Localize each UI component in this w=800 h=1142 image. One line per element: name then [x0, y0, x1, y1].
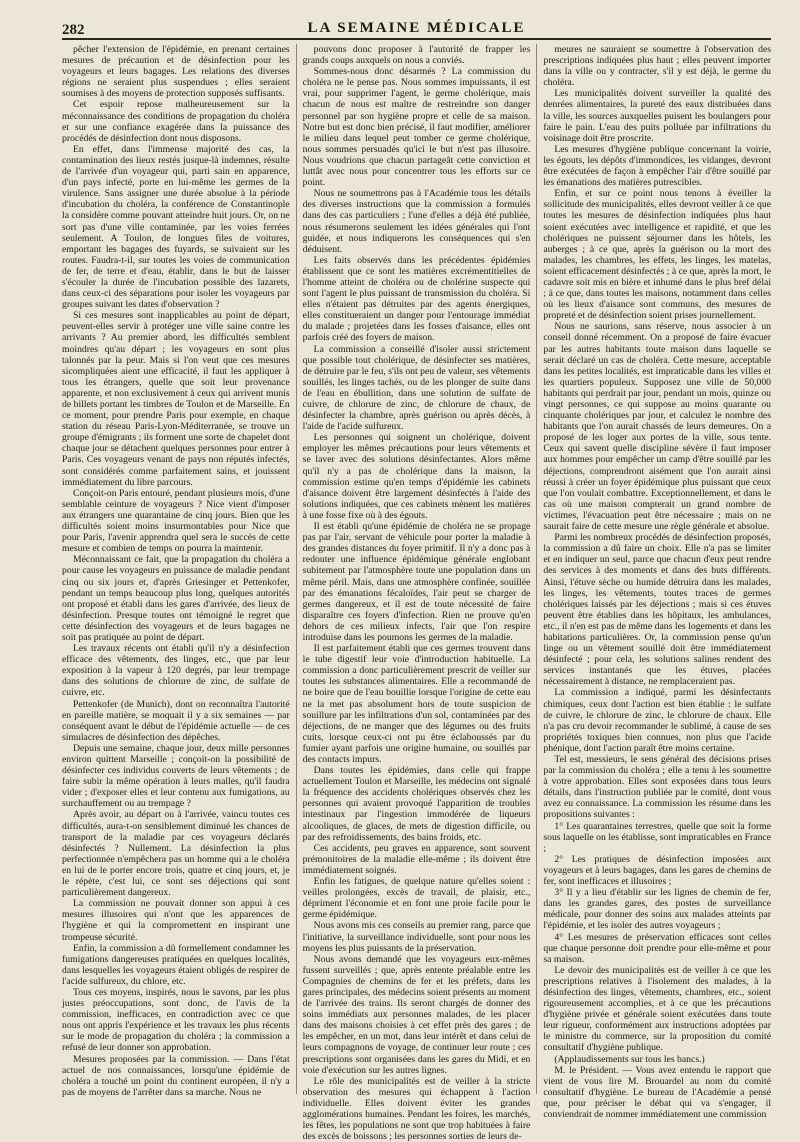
header-rule	[62, 38, 771, 40]
paragraph: 4° Les mesures de préservation efficaces sont celles que chaque personne doit prendre pour elle-même et pour sa maison.	[543, 931, 772, 965]
paragraph: Dans toutes les épidémies, dans celle qui frappe actuellement Toulon et Marseille, les médecins ont signalé la fréquence des accidents cholériques observés chez les personnes qui avaient provoqué l'apparition de troubles intestinaux par l'ingestion immodérée de liqueurs alcooliques, de glaces, de mets de digestion difficile, ou par des refroidissements, des bains froids, etc.	[302, 765, 531, 843]
page-number: 282	[62, 22, 85, 38]
paragraph: Si ces mesures sont inapplicables au point de départ, peuvent-elles servir à protéger une ville saine contre les arrivants ? Au premier abord, les difficultés semblent moindres qu'au départ ; les voyageurs en sont plus talonnés par la peur. Mais si l'on veut que ces mesures sicompliquées aient une efficacité, il faut les appliquer à tous les étrangers, quelle que soit leur provenance apparente, et non exclusivement à ceux qui arrivent munis de billets portant les timbres de Toulon et de Marseille. En ce moment, pour prendre Paris pour exemple, en chaque station du réseau Paris-Lyon-Méditerranée, se trouve un groupe d'émigrants ; ils forment une sorte de chapelet dont chaque jour se détachent quelques personnes pour entrer à Paris. Ces voyageurs venant de pays non réputés infectés, sont considérés comme parfaitement sains, et jouissent immédiatement du libre parcours.	[62, 310, 290, 488]
paragraph: Parmi les nombreux procédés de désinfection proposés, la commission a dû faire un choix. Elle n'a pas se limiter et en indiquer un seul, parce que chacun d'eux peut rendre des services à des moments et dans des buts différents. Ainsi, l'étuve sèche ou humide détruira dans les malades, les linges, les vêtements, toutes traces de germes cholériques laissés par les déjections ; mais si ces étuves peuvent être établies dans les hôpitaux, les ambulances, etc., il n'en est pas de même dans les logements et dans les habitations particulières. Or, la commission pense qu'un linge ou un vêtement souillé doit être immédiatement désinfecté ; pour cela, les solutions salines rendent des services instantanés que les étuves, placées nécessairement à distance, ne remplaceraient pas.	[543, 532, 772, 688]
paragraph: En effet, dans l'immense majorité des cas, la contamination des lieux restés jusque-là indemnes, résulte de l'arrivée d'un voyageur qui, parti sain en apparence, d'un pays infecté, porte en lui-même les germes de la virulence. Sans assigner une durée absolue à la période d'incubation du choléra, la conférence de Constantinople la considère comme pouvant atteindre huit jours. Or, on ne sort pas d'une ville contaminée, par les voies ferrées seulement. A Toulon, de longues files de voitures, emportant les bagages des fuyards, se suivaient sur les routes. Faudra-t-il, sur toutes les voies de communication de fer, de terre et d'eau, établir, dans le but de laisser s'écouler la durée de l'incubation possible des lazarets, dans ceux-ci des séparations pour isoler les voyageurs par groupes suivant les dates d'observation ?	[62, 143, 290, 311]
paragraph: meures ne sauraient se soumettre à l'observation des prescriptions indiquées plus haut ; elles peuvent importer dans la ville ou y contracter, s'il y est déjà, le germe du choléra.	[543, 44, 772, 89]
paragraph: (Applaudissements sur tous les bancs.)	[554, 1053, 705, 1065]
paragraph: La commission ne pouvait donner son appui à ces mesures illusoires qui n'ont que les apparences de l'hygiène et qui la compromettent en inspirant une trompeuse sécurité.	[62, 898, 290, 943]
paragraph: Depuis une semaine, chaque jour, deux mille personnes environ quittent Marseille ; conçoit-on la possibilité de désinfecter ces individus couverts de leurs vêtements ; de faire subir la même opération à leurs malles, qu'il faudra vider ; d'exposer elles et leur contenu aux fumigations, au surchauffement ou au trempage ?	[62, 742, 290, 810]
paragraph: M. le Président. — Vous avez entendu le rapport que vient de vous lire M. Brouardel au nom du comité consultatif d'hygiène. Le bureau de l'Académie a pensé que, pour préciser le débat qui va s'engager, il conviendrait de nommer immédiatement une commission	[543, 1064, 772, 1120]
paragraph: Les mesures d'hygiène publique concernant la voirie, les égouts, les dépôts d'immondices, les vidanges, devront être exécutées de façon à empêcher l'air d'être souillé par les émanations des matières putrescibles.	[543, 143, 772, 189]
paragraph: Méconnaissant ce fait, que la propagation du choléra a pour cause les voyageurs en puissance de maladie pendant cinq ou six jours et, d'après Griesinger et Pettenkofer, pendant un temps beaucoup plus long, quelques autorités ont proposé et établi dans les gares d'arrivée, des lieux de désinfection. Presque toutes ont témoigné le regret que cette désinfection des voyageurs et de leurs bagages ne soit pas pratiquée au point de départ.	[62, 554, 290, 643]
paragraph: Enfin, la commission a dû formellement condamner les fumigations dangereuses pratiquées en quelques localités, dans lesquelles les voyageurs étaient obligés de respirer de l'acide sulfureux, du chlore, etc.	[62, 942, 290, 987]
paragraph: 3° Il y a lieu d'établir sur les lignes de chemin de fer, dans les grandes gares, des postes de surveillance médicale, pour donner des soins aux malades atteints par l'épidémie, et les isoler des autres voyageurs ;	[543, 887, 772, 932]
paragraph: La commission a indiqué, parmi les désinfectants chimiques, ceux dont l'action est bien établie : le sulfate de cuivre, le chlorure de zinc, le chlorure de chaux. Elle n'a pas cru devoir recommander le sublimé, à cause de ses propriétés toxiques bien connues, non plus que l'acide phénique, dont l'action paraît être moins certaine.	[543, 687, 772, 754]
paragraph: Après avoir, au départ ou à l'arrivée, vaincu toutes ces difficultés, aura-t-on sensiblement diminué les chances de transport de la maladie par ces voyageurs déclarés désinfectés ? Nullement. La désinfection la plus perfectionnée n'empêchera pas un homme qui a le choléra en lui de le porter encore trois, quatre et cinq jours, et, je le répète, c'est lui, ce sont ses déjections qui sont particulièrement dangereux.	[62, 809, 290, 899]
column-middle	[296, 44, 531, 1142]
paragraph: Nous ne saurions, sans réserve, nous associer à un conseil donné récemment. On a proposé de faire évacuer par les autres habitants toute maison dans laquelle se serait déclaré un cas de choléra. Cette mesure, acceptable dans les petites localités, est impraticable dans les villes et les quartiers populeux. Supposez une ville de 50,000 habitants qui perdrait par jour, pendant un mois, quinze ou vingt personnes, ce qui suppose au moins quarante ou cinquante cholériques par jour, et calculez le nombre des habitants que l'on aurait chassés de leurs demeures. On a proposé de les loger aux portes de la ville, sous tente. Ceux qui savent quelle discipline sévère il faut imposer aux hommes pour empêcher un camp d'être souillé par les déjections, comprendront aisément que l'on aurait ainsi réussi à créer un foyer épidémique plus puissant que ceux que l'on voulait combattre. Exceptionnellement, et dans le cas où une maison compterait un grand nombre de victimes, l'évacuation peut être nécessaire ; mais on ne saurait faire de cette mesure une règle générale et absolue.	[543, 321, 772, 533]
paragraph: Nous avons demandé que les voyageurs eux-mêmes fussent surveillés ; que, après entente préalable entre les Compagnies de chemins de fer et les préfets, dans les gares principales, des médecins soient présents au moment de l'arrivée des trains. Ils seront chargés de donner des soins immédiats aux personnes malades, de les placer dans des maisons choisies à cet effet près des gares ; de les empêcher, en un mot, dans leur intérêt et dans celui de leurs compagnons de voyage, de continuer leur route ; ces prescriptions sont organisées dans les gares du Midi, et en voie d'exécution sur les autres lignes.	[302, 953, 531, 1076]
paragraph: Cet espoir repose malheureusement sur la méconnaissance des conditions de propagation du choléra et sur une confiance exagérée dans la puissance des procédés de désinfection dont nous disposons.	[62, 99, 290, 144]
paragraph: pêcher l'extension de l'épidémie, en prenant certaines mesures de précaution et de désinfection pour les voyageurs et leurs bagages. Les relations des diverses régions ne seraient plus suspendues ; elles seraient soumises à des moyens de protection supposés suffisants.	[62, 44, 290, 100]
page-header	[62, 0, 771, 44]
paragraph: Tous ces moyens, inspirés, nous le savons, par les plus justes préoccupations, sont donc, de l'avis de la commission, inefficaces, en contradiction avec ce que nous ont appris l'expérience et les travaux les plus récents sur le mode de propagation du choléra ; la commission a refusé de leur donner son approbation.	[62, 986, 290, 1054]
paragraph: La commission a conseillé d'isoler aussi strictement que possible tout cholérique, de désinfecter ses matières, de détruire par le feu, s'ils ont peu de valeur, ses vêtements souillés, les linges tachés, ou de les plonger de suite dans de l'eau en ébullition, dans une solution de sulfate de cuivre, de chlorure de zinc, de chlorure de chaux, de désinfecter la chambre, après guérison ou après décès, à l'aide de l'acide sulfureux.	[302, 343, 531, 433]
paragraph: Pettenkofer (de Munich), dont on reconnaîtra l'autorité en pareille matière, se moquait il y a six semaines — par conséquent avant le début de l'épidémie actuelle — de ces simulacres de désinfection des dépêches.	[62, 698, 290, 743]
paragraph: Nous ne soumettrons pas à l'Académie tous les détails des diverses instructions que la commission a formulés dans des cas particuliers ; l'une d'elles a déjà été publiée, nous résumerons seulement les idées générales qui l'ont guidée, et nous indiquerons les conséquences qui s'en déduisent.	[302, 188, 531, 255]
paragraph: Les faits observés dans les précédentes épidémies établissent que ce sont les matières excrémentitielles de l'homme atteint de choléra ou de cholérine suspecte qui sont l'agent le plus puissant de transmission du choléra. Si elles n'étaient pas détruites par des agents énergiques, elles constitueraient un danger pour l'entourage immédiat du malade ; projetées dans les fosses d'aisance, elles ont parfois créé des foyers de maison.	[302, 254, 531, 344]
paragraph: Les travaux récents ont établi qu'il n'y a désinfection efficace des vêtements, des linges, etc., que par leur exposition à la vapeur à 120 degrés, par leur trempage dans des solutions de chlorure de zinc, de sulfate de cuivre, etc.	[62, 643, 290, 699]
paragraph: Il est parfaitement établi que ces germes trouvent dans le tube digestif leur voie d'introduction habituelle. La commission a donc particulièrement prescrit de veiller sur toutes les substances alimentaires. Elle a recommandé de ne boire que de l'eau bouillie lorsque l'origine de cette eau ne la met pas absolument hors de toute suspicion de souillure par les infiltrations d'un sol, contaminées par des déjections, de ne manger que des légumes ou des fruits cuits, lorsque ceux-ci ont pu être éclaboussés par du fumier ayant parfois une origine humaine, ou souillés par des contacts impurs.	[302, 643, 531, 765]
paragraph: Les municipalités doivent surveiller la qualité des denrées alimentaires, la pureté des eaux distribuées dans la ville, les sources auxquelles puisent les boulangers pour faire le pain. L'eau des puits polluée par infiltrations du voisinage doit être proscrite.	[543, 88, 772, 144]
paragraph: 2° Les pratiques de désinfection imposées aux voyageurs et à leurs bagages, dans les gares de chemins de fer, sont inefficaces et illusoires ;	[543, 853, 772, 888]
paragraph: pouvons donc proposer à l'autorité de frapper les grands coups auxquels on nous a conviés.	[302, 44, 531, 67]
paragraph: Ces accidents, peu graves en apparence, sont souvent prémonitoires de la maladie elle-même ; ils doivent être immédiatement soignés.	[302, 842, 531, 876]
paragraph: Le rôle des municipalités est de veiller à la stricte observation des mesures qui échappent à l'action individuelle. Elles doivent éviter les grandes agglomérations humaines. Pendant les foires, les marchés, les fêtes, les populations ne sont que trop habituées à faire des excès de boissons ; les personnes sorties de leurs de-	[302, 1075, 531, 1142]
paragraph: Il est établi qu'une épidémie de choléra ne se propage pas par l'air, servant de véhicule pour porter la maladie à des grandes distances du foyer primitif. Il n'y a donc pas à redouter une influence épidémique générale englobant subitement par l'atmosphère toute une population dans un même péril. Mais, dans une atmosphère confinée, souillée par des émanations fécaloïdes, l'air peut se charger de germes dangereux, et il est de toute nécessité de faire disparaître ces foyers d'infection. Rien ne prouve qu'en dehors de ces milieux infects, l'air que l'on respire introduise dans les poumons les germes de la maladie.	[302, 521, 531, 643]
paragraph: Conçoit-on Paris entouré, pendant plusieurs mois, d'une semblable ceinture de voyageurs ? Nice vient d'imposer aux étrangers une quarantaine de cinq jours. Bien que les difficultés soient moins insurmontables pour Nice que pour Paris, l'avenir apprendra quel sera le succès de cette mesure et combien de temps on pourra la maintenir.	[62, 487, 290, 555]
paragraph: Les personnes qui soignent un cholérique, doivent employer les mêmes précautions pour leurs vêtements et se laver avec des solutions désinfectantes. Alors même qu'il n'y a pas de cholérique dans la maison, la commission estime qu'en temps d'épidémie les cabinets d'aisance doivent être largement désinfectés à l'aide des solutions indiquées, que ces cabinets mènent les matières à une fosse fixe où à des égouts.	[302, 432, 531, 521]
paragraph: Enfin, et sur ce point nous tenons à éveiller la sollicitude des municipalités, elles devront veiller à ce que toutes les mesures de désinfection indiquées plus haut soient exécutées avec intelligence et rapidité, et que les cholériques ne puissent séjourner dans les hôtels, les auberges ; à ce que, après la guérison ou la mort des malades, les chambres, les effets, les linges, les matelas, soient efficacement désinfectés ; à ce que, après la mort, le cadavre soit mis en bière et inhumé dans le plus bref délai ; à ce que, dans toutes les maisons, notamment dans celles où les lieux d'aisance sont communs, des mesures de propreté et de désinfection soient prises journellement.	[543, 188, 772, 322]
column-right	[536, 44, 772, 1120]
paragraph: Enfin les fatigues, de quelque nature qu'elles soient : veilles prolongées, excès de travail, de plaisir, etc., dépriment l'économie et en font une proie facile pour le germe épidémique.	[302, 876, 531, 921]
paragraph: Mesures proposées par la commission. — Dans l'état actuel de nos connaissances, lorsqu'une épidémie de choléra a touché un point du continent européen, il n'y a pas de moyens de l'arrêter dans sa marche. Nous ne	[62, 1053, 290, 1098]
paragraph: Le devoir des municipalités est de veiller à ce que les prescriptions relatives à l'isolement des malades, à la désinfection des linges, vêtements, chambres, etc., soient rigoureusement accomplies, et à ce que les précautions d'hygiène privée et générale soient exécutées dans toute leur rigueur, conformément aux instructions adoptées par le ministre du commerce, sur la proposition du comité consultatif d'hygiène publique.	[543, 964, 772, 1054]
paragraph: 1° Les quarantaines terrestres, quelle que soit la forme sous laquelle on les établisse, sont impraticables en France ;	[543, 820, 772, 854]
paragraph: Nous avons mis ces conseils au premier rang, parce que l'initiative, la surveillance individuelle, sont pour nous les moyens les plus puissants de la préservation.	[302, 920, 531, 954]
paragraph: Tel est, messieurs, le sens général des décisions prises par la commission du choléra ; elle a tenu à les soumettre à votre approbation. Elles sont exposées dans tous leurs détails, dans l'instruction publiée par le comité, dont vous avez eu connaissance. La commission les résume dans les propositions suivantes :	[543, 754, 772, 821]
article-columns	[62, 44, 772, 1142]
paragraph: Sommes-nous donc désarmés ? La commission du choléra ne le pense pas. Nous sommes impuissants, il est vrai, pour supprimer l'agent, le germe cholérique, mais chacun de nous est maître de restreindre son danger personnel par son hygiène propre et celle de sa maison. Notre but est donc bien précisé, il faut modifier, améliorer le milieu dans lequel peut tomber ce germe cholérique, nous sommes persuadés qu'ici le but n'est pas illusoire. Nous voudrions que chacun partageât cette conviction et luttât avec nous pour concentrer tous les efforts sur ce point.	[302, 66, 531, 189]
column-left	[62, 44, 290, 1098]
journal-title: LA SEMAINE MÉDICALE	[307, 20, 526, 36]
